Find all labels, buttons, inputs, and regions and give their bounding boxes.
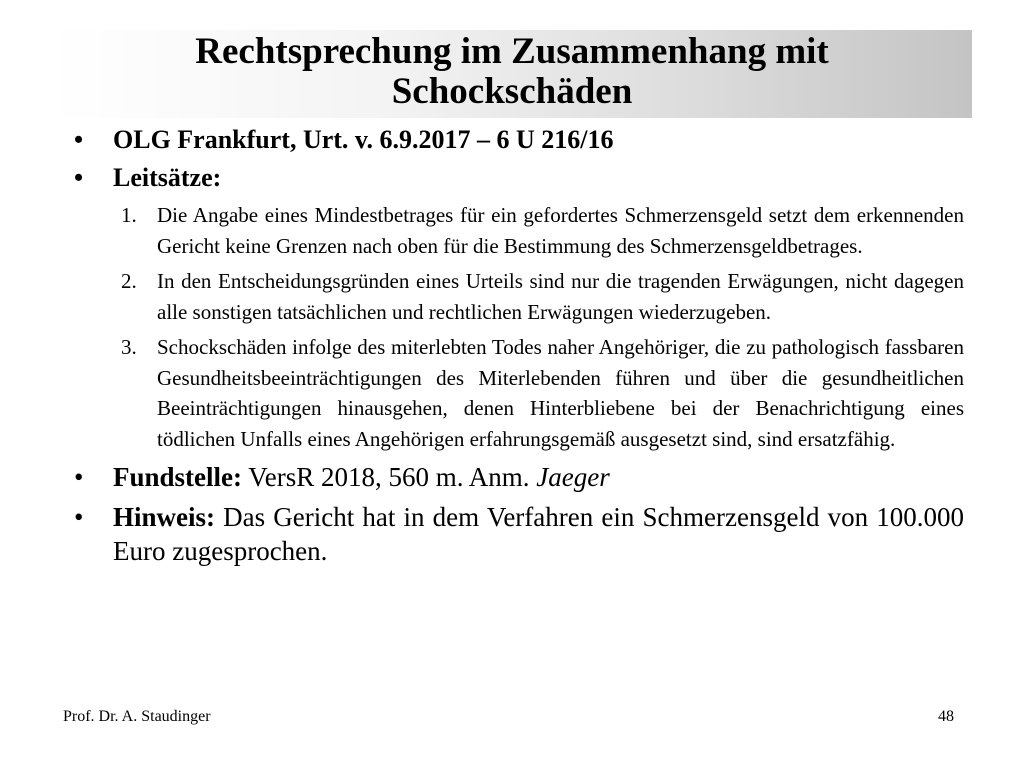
bullet-fundstelle bbox=[74, 460, 964, 494]
list-item-text: In den Entscheidungsgründen eines Urteils sind nur die tragenden Erwägungen, nicht dagegen alle sonstigen tatsächlichen und rechtlichen Erwägungen wiederzugeben. bbox=[157, 269, 964, 324]
slide-content bbox=[74, 124, 964, 568]
list-item bbox=[74, 200, 964, 261]
list-item-number: 2. bbox=[121, 269, 137, 293]
bullet-icon: • bbox=[74, 125, 84, 154]
title-line-1: Rechtsprechung im Zusammenhang mit bbox=[195, 31, 829, 72]
leitsaetze-list bbox=[74, 200, 964, 454]
bullet-icon: • bbox=[74, 462, 84, 492]
list-item bbox=[74, 266, 964, 327]
list-item-text: Die Angabe eines Mindestbetrages für ein gefordertes Schmerzensgeld setzt dem erkennenden Gericht keine Grenzen nach oben für die Bestimmung des Schmerzensgeldbetrages. bbox=[157, 203, 964, 258]
bullet-hinweis bbox=[74, 500, 964, 568]
bullet-icon: • bbox=[74, 502, 84, 532]
title-line-2: Schockschäden bbox=[391, 71, 633, 112]
hinweis-label: Hinweis: bbox=[113, 502, 216, 532]
list-item-text: Schockschäden infolge des miterlebten Todes naher Angehöriger, die zu pathologisch fassbaren Gesundheitsbeeinträchtigungen des Miterlebenden führen und über die gesundheitlichen Beeinträchtigungen hinausgehen, denen Hinterbliebene bei der Benachrichtigung eines tödlichen Unfalls eines Angehörigen erfahrungsgemäß ausgesetzt sind, sind ersatzfähig. bbox=[157, 335, 964, 451]
bullet-case-reference bbox=[74, 124, 964, 156]
list-item-number: 3. bbox=[121, 335, 137, 359]
leitsaetze-label: Leitsätze: bbox=[113, 163, 222, 192]
case-reference-text: OLG Frankfurt, Urt. v. 6.9.2017 – 6 U 216/16 bbox=[113, 125, 614, 154]
page-number: 48 bbox=[938, 708, 954, 725]
list-item bbox=[74, 332, 964, 454]
fundstelle-author: Jaeger bbox=[536, 462, 610, 492]
hinweis-text: Das Gericht hat in dem Verfahren ein Schmerzensgeld von 100.000 Euro zugesprochen. bbox=[113, 502, 964, 566]
footer-author: Prof. Dr. A. Staudinger bbox=[63, 708, 211, 725]
fundstelle-text: VersR 2018, 560 m. Anm. bbox=[242, 462, 537, 492]
fundstelle-label: Fundstelle: bbox=[113, 462, 243, 492]
bullet-leitsaetze bbox=[74, 162, 964, 194]
list-item-number: 1. bbox=[121, 203, 137, 227]
slide-title bbox=[52, 32, 972, 112]
bullet-icon: • bbox=[74, 163, 84, 192]
